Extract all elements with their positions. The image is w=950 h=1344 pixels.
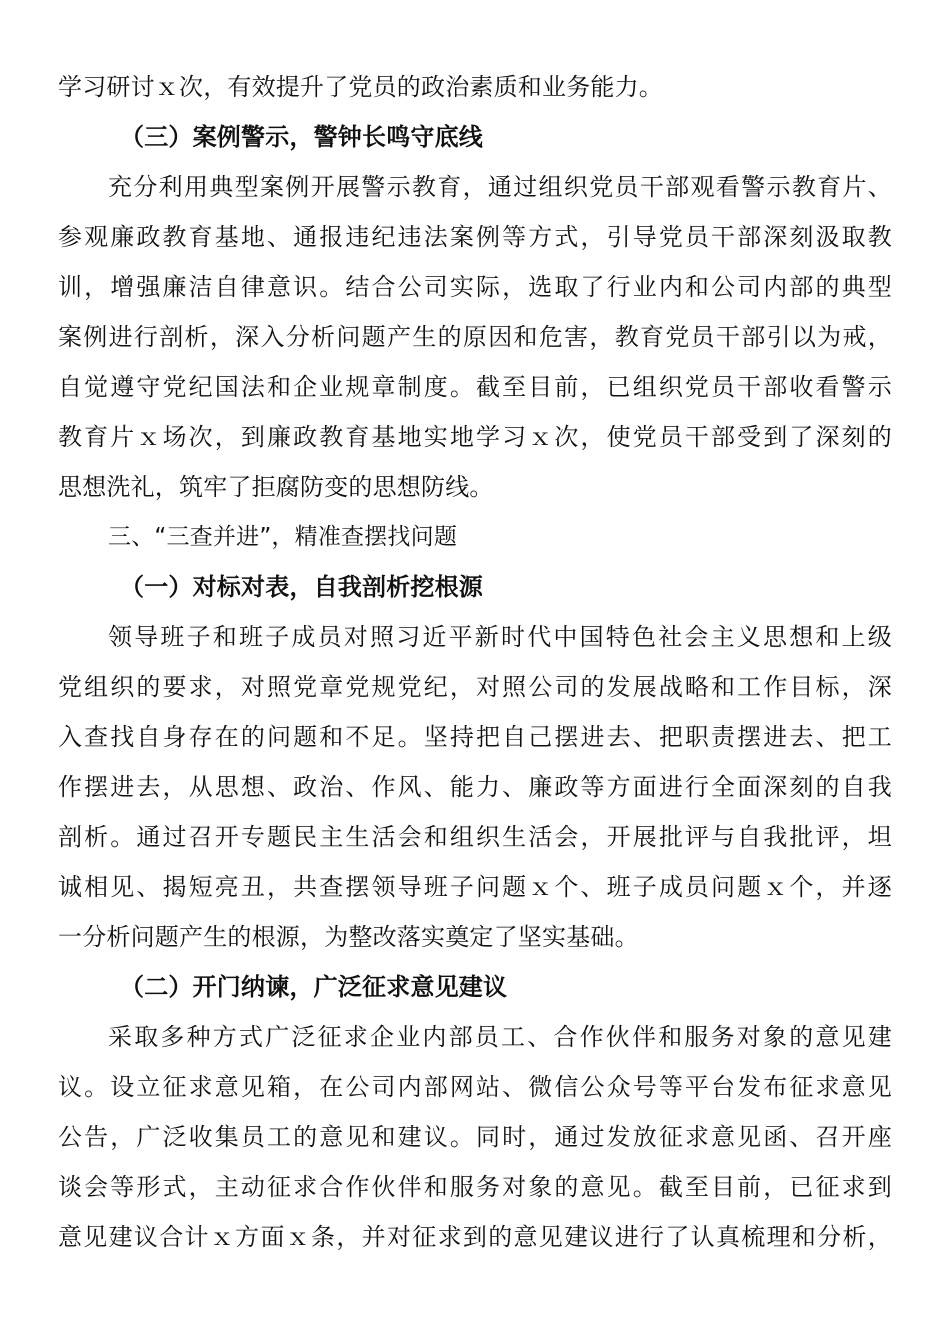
paragraph-line: 学习研讨ｘ次，有效提升了党员的政治素质和业务能力。: [58, 73, 663, 101]
paragraph-line: 训，增强廉洁自律意识。结合公司实际，选取了行业内和公司内部的典型: [58, 273, 892, 301]
paragraph-line: 教育片ｘ场次，到廉政教育基地实地学习ｘ次，使党员干部受到了深刻的: [58, 423, 892, 451]
paragraph-line: 党组织的要求，对照党章党规党纪，对照公司的发展战略和工作目标，深: [58, 673, 892, 701]
document-page: [58, 62, 892, 1262]
paragraph-line: 谈会等形式，主动征求合作伙伴和服务对象的意见。截至目前，已征求到: [58, 1173, 892, 1201]
section-heading: 三、“三查并进”，精准查摆找问题: [108, 524, 458, 550]
subsection-heading: （二）开门纳谏，广泛征求意见建议: [120, 973, 508, 1001]
paragraph-line: 领导班子和班子成员对照习近平新时代中国特色社会主义思想和上级: [108, 623, 892, 651]
paragraph-line: 一分析问题产生的根源，为整改落实奠定了坚实基础。: [58, 923, 639, 951]
paragraph-line: 采取多种方式广泛征求企业内部员工、合作伙伴和服务对象的意见建: [108, 1023, 892, 1051]
paragraph-line: 案例进行剖析，深入分析问题产生的原因和危害，教育党员干部引以为戒，: [58, 323, 892, 351]
paragraph-line: 公告，广泛收集员工的意见和建议。同时，通过发放征求意见函、召开座: [58, 1123, 892, 1151]
paragraph-line: 意见建议合计ｘ方面ｘ条，并对征求到的意见建议进行了认真梳理和分析，: [58, 1223, 892, 1251]
paragraph-line: 充分利用典型案例开展警示教育，通过组织党员干部观看警示教育片、: [108, 173, 892, 201]
paragraph-line: 思想洗礼，筑牢了拒腐防变的思想防线。: [58, 473, 494, 501]
subsection-heading: （三）案例警示，警钟长鸣守底线: [120, 123, 483, 151]
paragraph-line: 自觉遵守党纪国法和企业规章制度。截至目前，已组织党员干部收看警示: [58, 373, 892, 401]
paragraph-line: 作摆进去，从思想、政治、作风、能力、廉政等方面进行全面深刻的自我: [58, 773, 892, 801]
paragraph-line: 议。设立征求意见箱，在公司内部网站、微信公众号等平台发布征求意见: [58, 1073, 892, 1101]
paragraph-line: 剖析。通过召开专题民主生活会和组织生活会，开展批评与自我批评，坦: [58, 823, 892, 851]
paragraph-line: 参观廉政教育基地、通报违纪违法案例等方式，引导党员干部深刻汲取教: [58, 223, 892, 251]
paragraph-line: 入查找自身存在的问题和不足。坚持把自己摆进去、把职责摆进去、把工: [58, 723, 892, 751]
paragraph-line: 诚相见、揭短亮丑，共查摆领导班子问题ｘ个、班子成员问题ｘ个，并逐: [58, 873, 892, 901]
subsection-heading: （一）对标对表，自我剖析挖根源: [120, 573, 483, 601]
